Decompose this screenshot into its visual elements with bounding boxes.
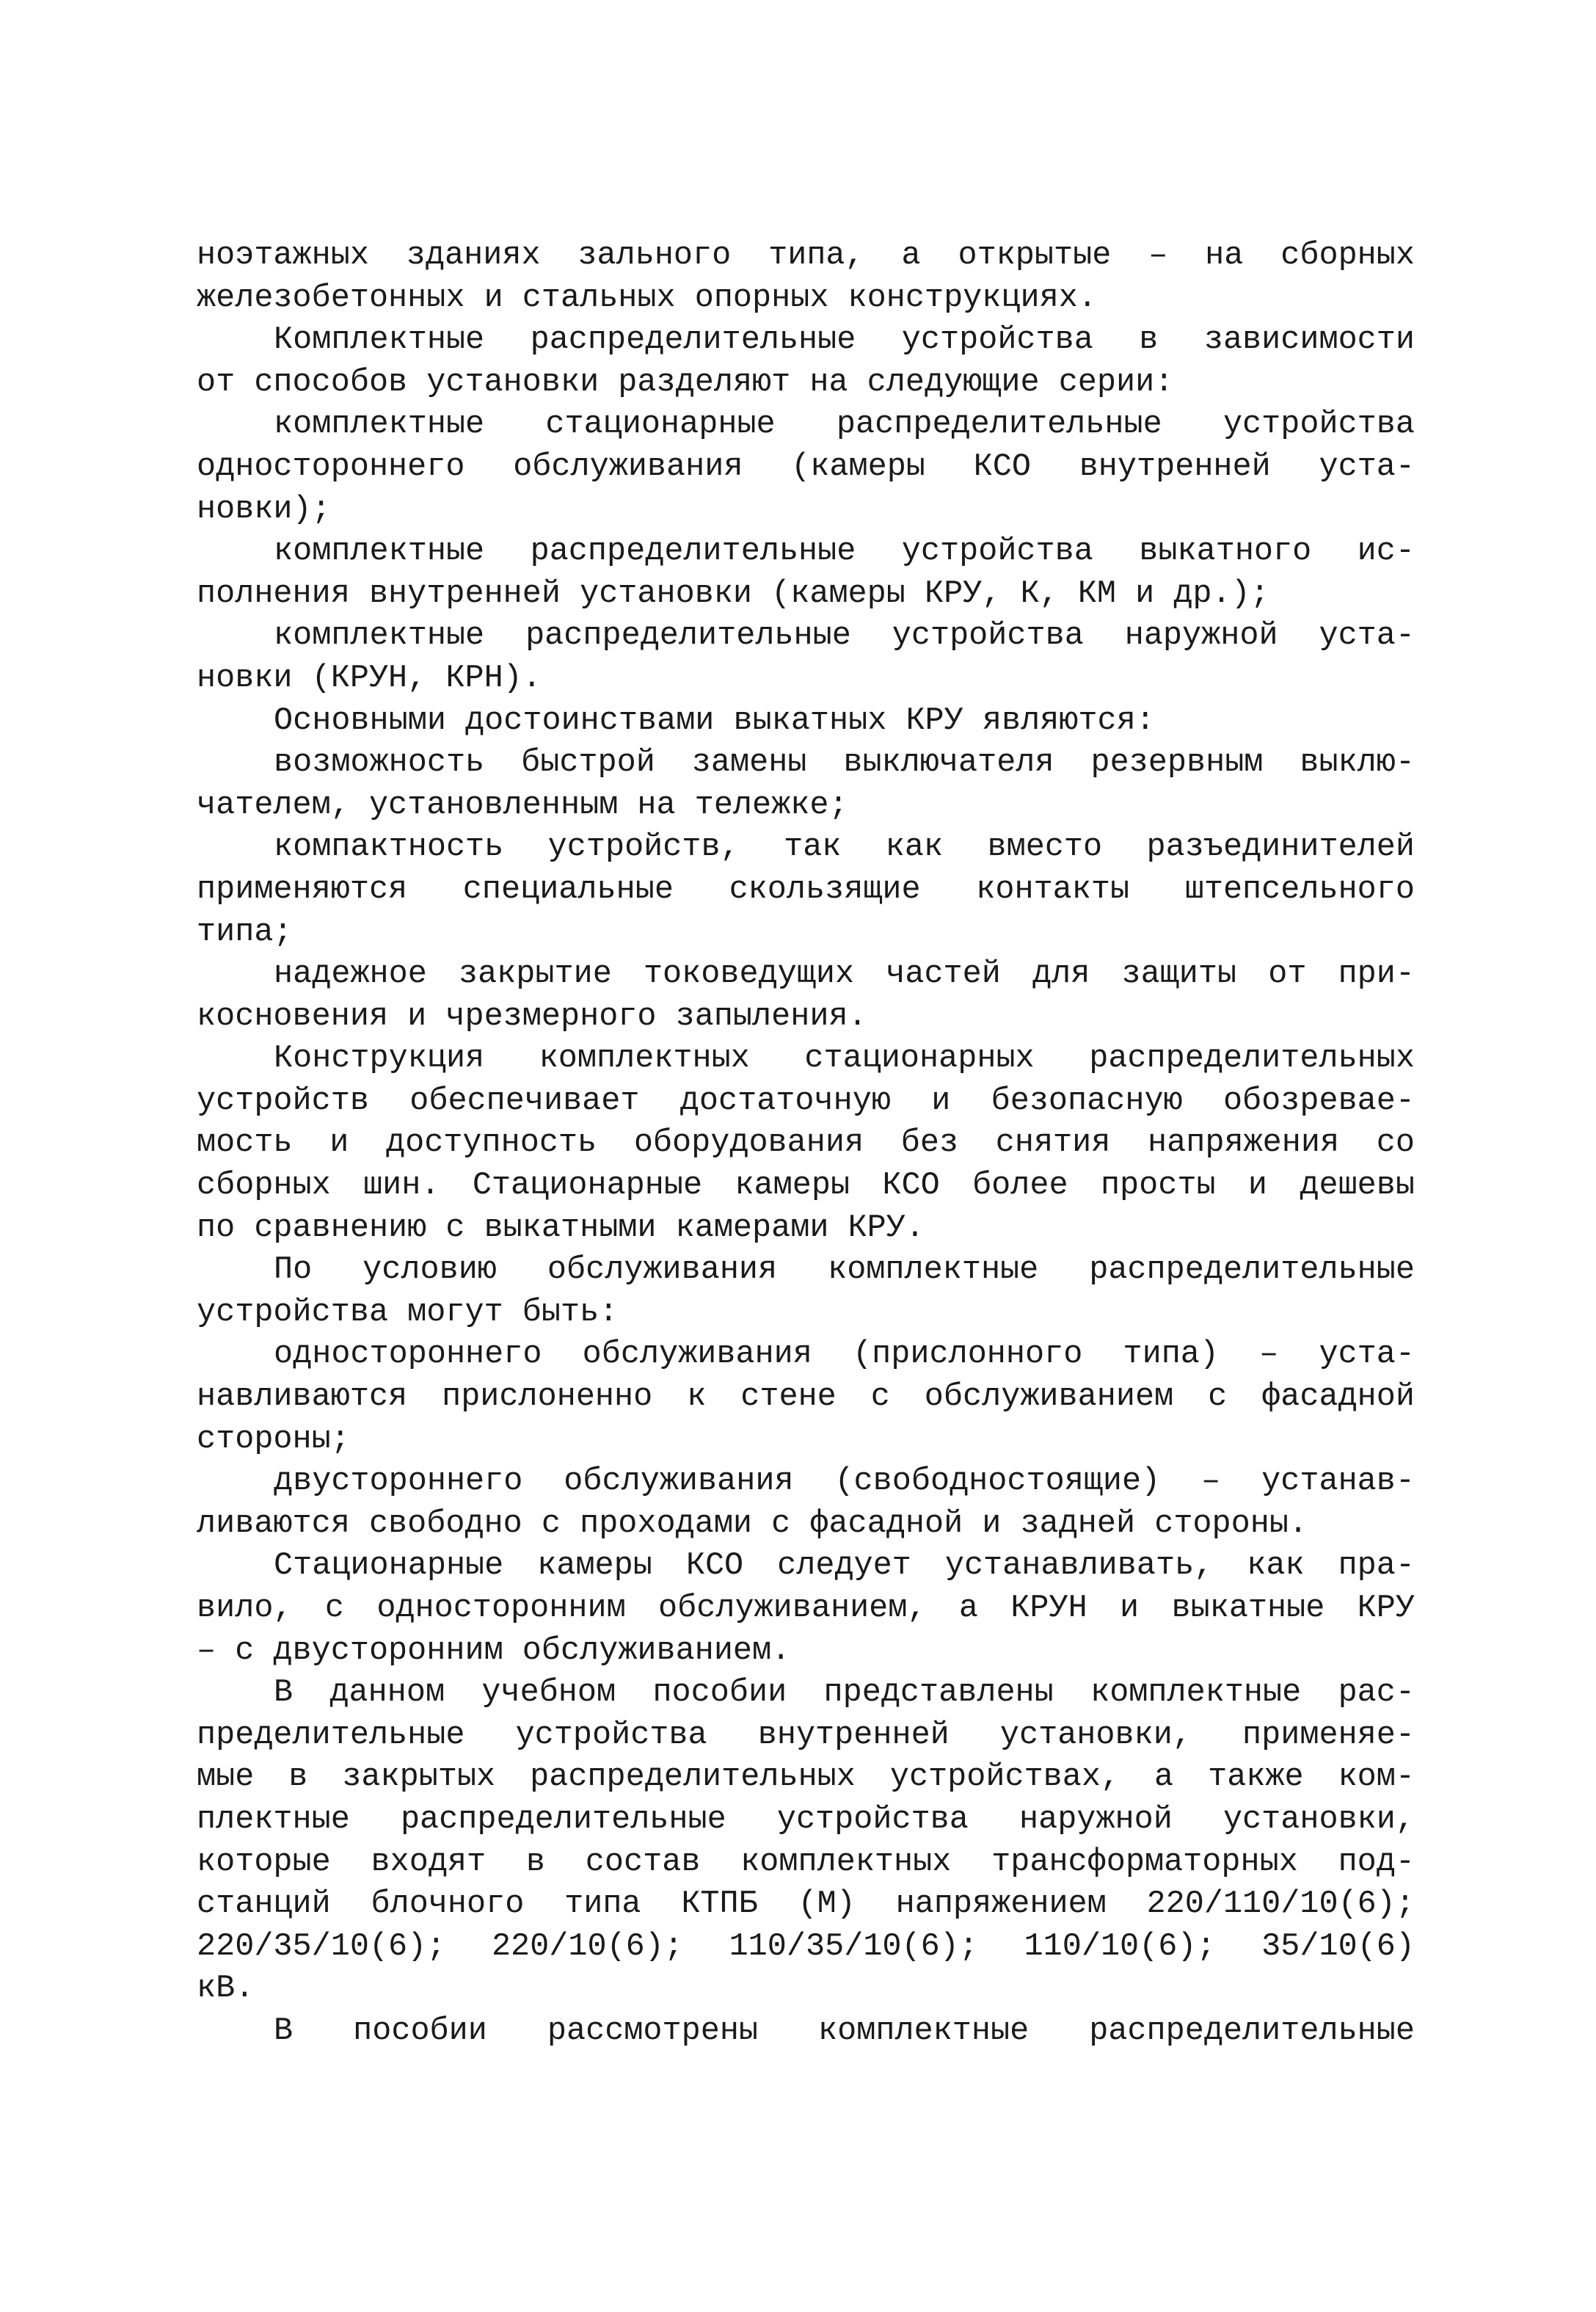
text-line: пределительные устройства внутренней установки, применяе- [197,1717,1415,1753]
text-line: ноэтажных зданиях зального типа, а открытые – на сборных [197,238,1415,274]
text-line: навливаются прислоненно к стене с обслуживанием с фасадной [197,1379,1415,1416]
text-line: новки); [197,491,331,528]
text-line: двустороннего обслуживания (свободностоящие) – устанав- [274,1464,1415,1500]
text-line: одностороннего обслуживания (прислонного типа) – уста- [274,1337,1415,1373]
text-line: плектные распределительные устройства наружной установки, [197,1801,1415,1838]
text-line: компактность устройств, так как вместо разъединителей [274,829,1415,866]
text-line: комплектные распределительные устройства наружной уста- [274,618,1415,655]
text-line: новки (КРУН, КРН). [197,660,542,697]
text-line: полнения внутренней установки (камеры КРУ, К, КМ и др.); [197,575,1269,612]
text-line: от способов установки разделяют на следующие серии: [197,364,1174,401]
body-text [197,235,1415,2053]
text-line: комплектные стационарные распределительные устройства [274,407,1415,443]
text-line: В пособии рассмотрены комплектные распределительные [274,2013,1415,2049]
text-line: вило, с односторонним обслуживанием, а КРУН и выкатные КРУ [197,1591,1415,1626]
text-line: комплектные распределительные устройства выкатного ис- [274,534,1415,570]
text-line: которые входят в состав комплектных трансформаторных под- [197,1844,1415,1880]
text-line: Конструкция комплектных стационарных распределительных [274,1041,1415,1077]
text-line: типа; [197,914,293,950]
text-line: мые в закрытых распределительных устройствах, а также ком- [197,1759,1415,1796]
text-line: станций блочного типа КТПБ (М) напряжением 220/110/10(6); [197,1886,1415,1923]
text-line: кВ. [197,1971,255,2007]
text-line: устройства могут быть: [197,1294,619,1331]
text-line: стороны; [197,1421,350,1458]
text-line: По условию обслуживания комплектные распределительные [274,1252,1415,1289]
text-line: чателем, установленным на тележке; [197,787,848,824]
text-line: косновения и чрезмерного запыления. [197,998,867,1035]
text-line: устройств обеспечивает достаточную и безопасную обозревае- [197,1083,1415,1119]
text-line: В данном учебном пособии представлены комплектные рас- [274,1675,1415,1712]
text-line: 220/35/10(6); 220/10(6); 110/35/10(6); 110/10(6); 35/10(6) [197,1928,1415,1965]
text-line: применяются специальные скользящие контакты штепсельного [197,871,1415,908]
text-line: по сравнению с выкатными камерами КРУ. [197,1210,925,1246]
text-line: – с двусторонним обслуживанием. [197,1632,791,1669]
text-line: железобетонных и стальных опорных конструкциях. [197,280,1097,316]
text-line: Стационарные камеры КСО следует устанавливать, как пра- [274,1548,1415,1585]
text-line: Комплектные распределительные устройства в зависимости [274,322,1415,359]
text-line: сборных шин. Стационарные камеры КСО более просты и дешевы [197,1168,1415,1204]
text-line: Основными достоинствами выкатных КРУ являются: [274,702,1155,739]
text-line: возможность быстрой замены выключателя резервным выклю- [274,745,1415,782]
text-line: надежное закрытие токоведущих частей для защиты от при- [274,956,1415,993]
text-line: мость и доступность оборудования без снятия напряжения со [197,1125,1415,1162]
text-line: одностороннего обслуживания (камеры КСО внутренней уста- [197,448,1415,485]
text-line: ливаются свободно с проходами с фасадной и задней стороны. [197,1505,1308,1542]
